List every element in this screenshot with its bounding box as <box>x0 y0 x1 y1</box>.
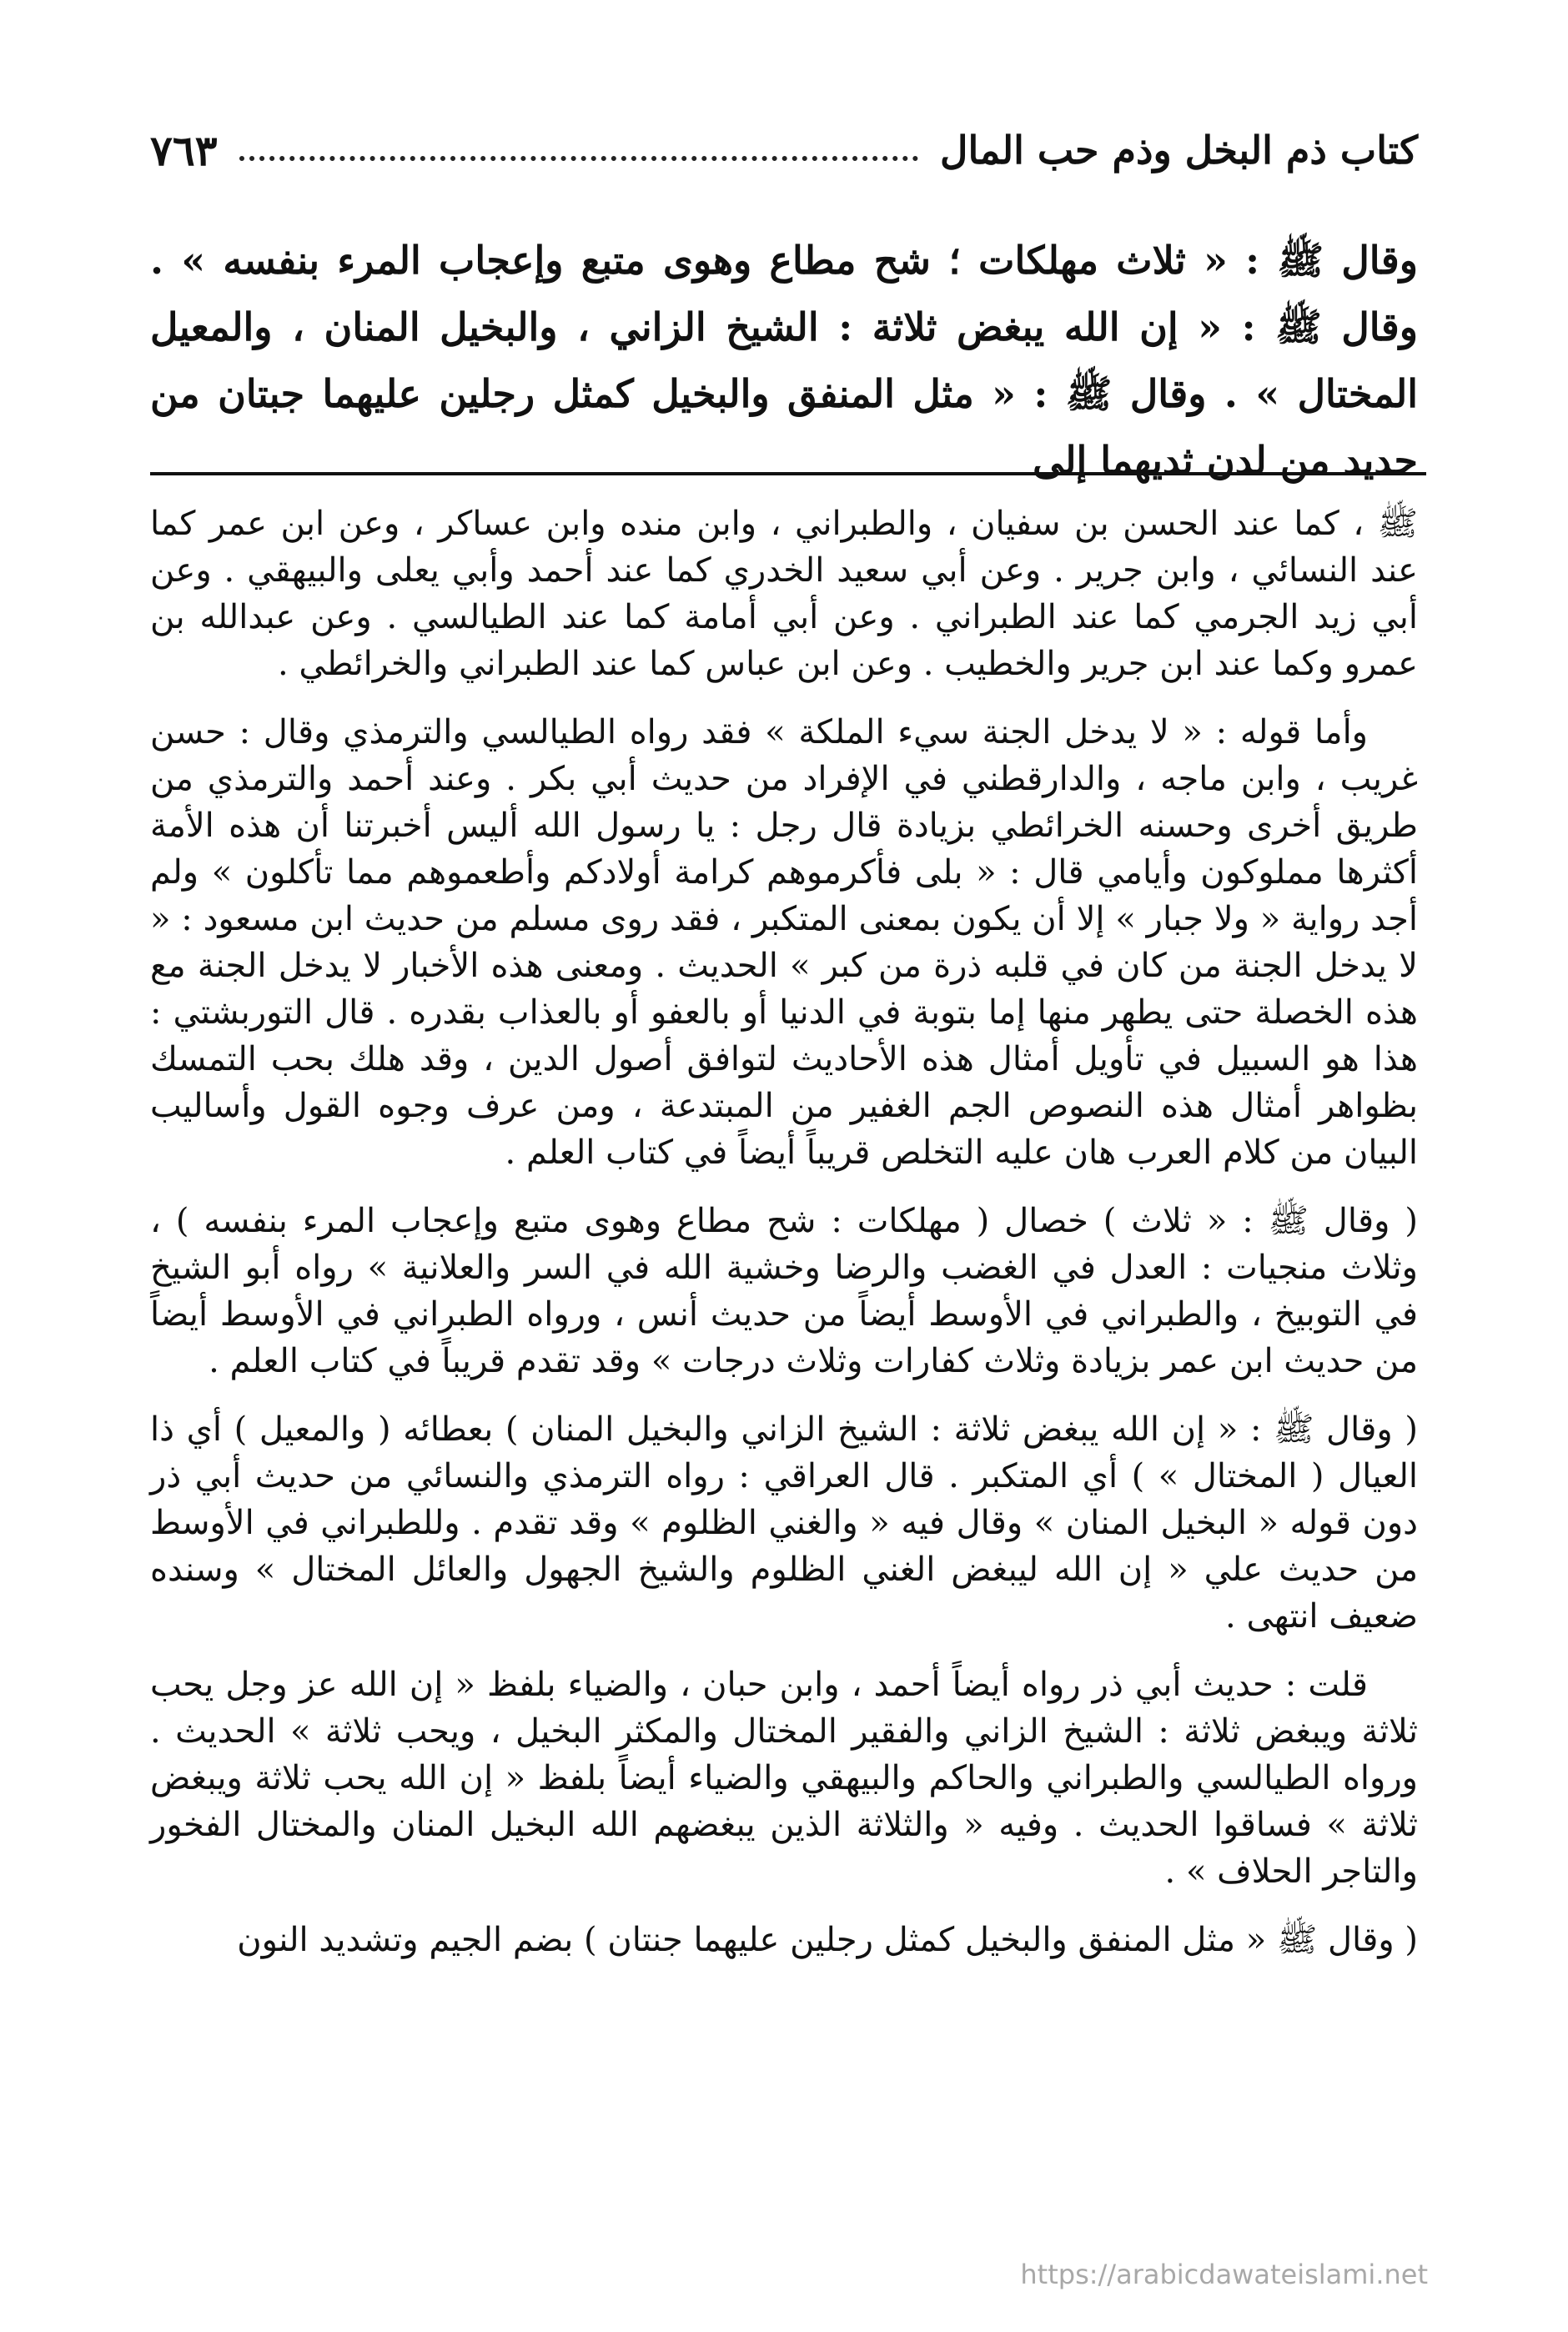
page-number: ٧٦٣ <box>150 125 218 175</box>
commentary-paragraph: ( وقال ﷺ : « ثلاث ) خصال ( مهلكات : شح مطاع وهوى متبع وإعجاب المرء بنفسه ) ، وثلاث منجيات : العدل في الغضب والرضا وخشية الله في السر والعلانية » رواه أبو الشيخ في التوبيخ ، والطبراني في الأوسط أيضاً من حديث أنس ، ورواه الطبراني في الأوسط أيضاً من حديث ابن عمر بزيادة وثلاث كفارات وثلاث درجات » وقد تقدم قريباً في كتاب العلم . <box>150 1202 1418 1380</box>
commentary-paragraph: ( وقال ﷺ : « إن الله يبغض ثلاثة : الشيخ الزاني والبخيل المنان ) بعطائه ( والمعيل ) أي ذا العيال ( المختال » ) أي المتكبر . قال العراقي : رواه الترمذي والنسائي من حديث أبي ذر دون قوله « البخيل المنان » وقال فيه « والغني الظلوم » وقد تقدم . وللطبراني في الأوسط من حديث علي « إن الله ليبغض الغني الظلوم والشيخ الجهول والعائل المختال » وسنده ضعيف انتهى . <box>150 1410 1419 1636</box>
commentary-paragraph: وأما قوله : « لا يدخل الجنة سيء الملكة » فقد رواه الطيالسي والترمذي وقال : حسن غريب ، وابن ماجه ، والدارقطني في الإفراد من حديث أبي بكر . وعند أحمد والترمذي من طريق أخرى وحسنه الخرائطي بزيادة قال رجل : يا رسول الله أليس أخبرتنا أن هذه الأمة أكثرها مملوكون وأيامي قال : « بلى فأكرموهم كرامة أولادكم وأطعموهم مما تأكلون » ولم أجد رواية « ولا جبار » إلا أن يكون بمعنى المتكبر ، فقد روى مسلم من حديث ابن مسعود : « لا يدخل الجنة من كان في قلبه ذرة من كبر » الحديث . ومعنى هذه الأخبار لا يدخل الجنة مع هذه الخصلة حتى يطهر منها إما بتوبة في الدنيا أو بالعفو أو بالعذاب بقدره . قال التوربشتي : هذا هو السبيل في تأويل أمثال هذه الأحاديث لتوافق أصول الدين ، وقد هلك بحب التمسك بظواهر أمثال هذه النصوص الجم الغفير من المبتدعة ، ومن عرف وجوه القول وأساليب البيان من كلام العرب هان عليه التخلص قريباً أيضاً في كتاب العلم . <box>150 713 1419 1172</box>
header-title: كتاب ذم البخل وذم حب المال <box>940 128 1418 173</box>
main-text: وقال ﷺ : « ثلاث مهلكات ؛ شح مطاع وهوى متبع وإعجاب المرء بنفسه » . وقال ﷺ : « إن الله يبغض ثلاثة : الشيخ الزاني ، والبخيل المنان ، والمعيل المختال » . وقال ﷺ : « مثل المنفق والبخيل كمثل رجلين عليهما جبتان من حديد من لدن ثديهما إلى <box>150 238 1418 483</box>
commentary-paragraph: قلت : حديث أبي ذر رواه أيضاً أحمد ، وابن حبان ، والضياء بلفظ « إن الله عز وجل يحب ثلاثة ويبغض ثلاثة : الشيخ الزاني والفقير المختال والمكثر البخيل ، ويحب ثلاثة » الحديث . ورواه الطيالسي والطبراني والحاكم والبيهقي والضياء أيضاً بلفظ « إن الله يحب ثلاثة ويبغض ثلاثة » فساقوا الحديث . وفيه « والثلاثة الذين يبغضهم الله البخيل المنان والمختال الفخور والتاجر الحلاف » . <box>150 1666 1418 1891</box>
running-header <box>150 117 1418 183</box>
header-leader-dots <box>239 156 918 161</box>
commentary-paragraph: ( وقال ﷺ « مثل المنفق والبخيل كمثل رجلين عليهما جنتان ) بضم الجيم وتشديد النون <box>237 1921 1418 1959</box>
watermark-url: https://arabicdawateislami.net <box>1020 2259 1428 2290</box>
commentary <box>150 500 1418 1985</box>
footnote-separator <box>150 472 1426 475</box>
commentary-paragraph: ﷺ ، كما عند الحسن بن سفيان ، والطبراني ، وابن منده وابن عساكر ، وعن ابن عمر كما عند النسائي ، وابن جرير . وعن أبي سعيد الخدري كما عند أحمد وأبي يعلى والبيهقي . وعن أبي زيد الجرمي كما عند الطبراني . وعن أبي أمامة كما عند الطيالسي . وعن عبدالله بن عمرو وكما عند ابن جرير والخطيب . وعن ابن عباس كما عند الطبراني والخرائطي . <box>150 505 1418 683</box>
